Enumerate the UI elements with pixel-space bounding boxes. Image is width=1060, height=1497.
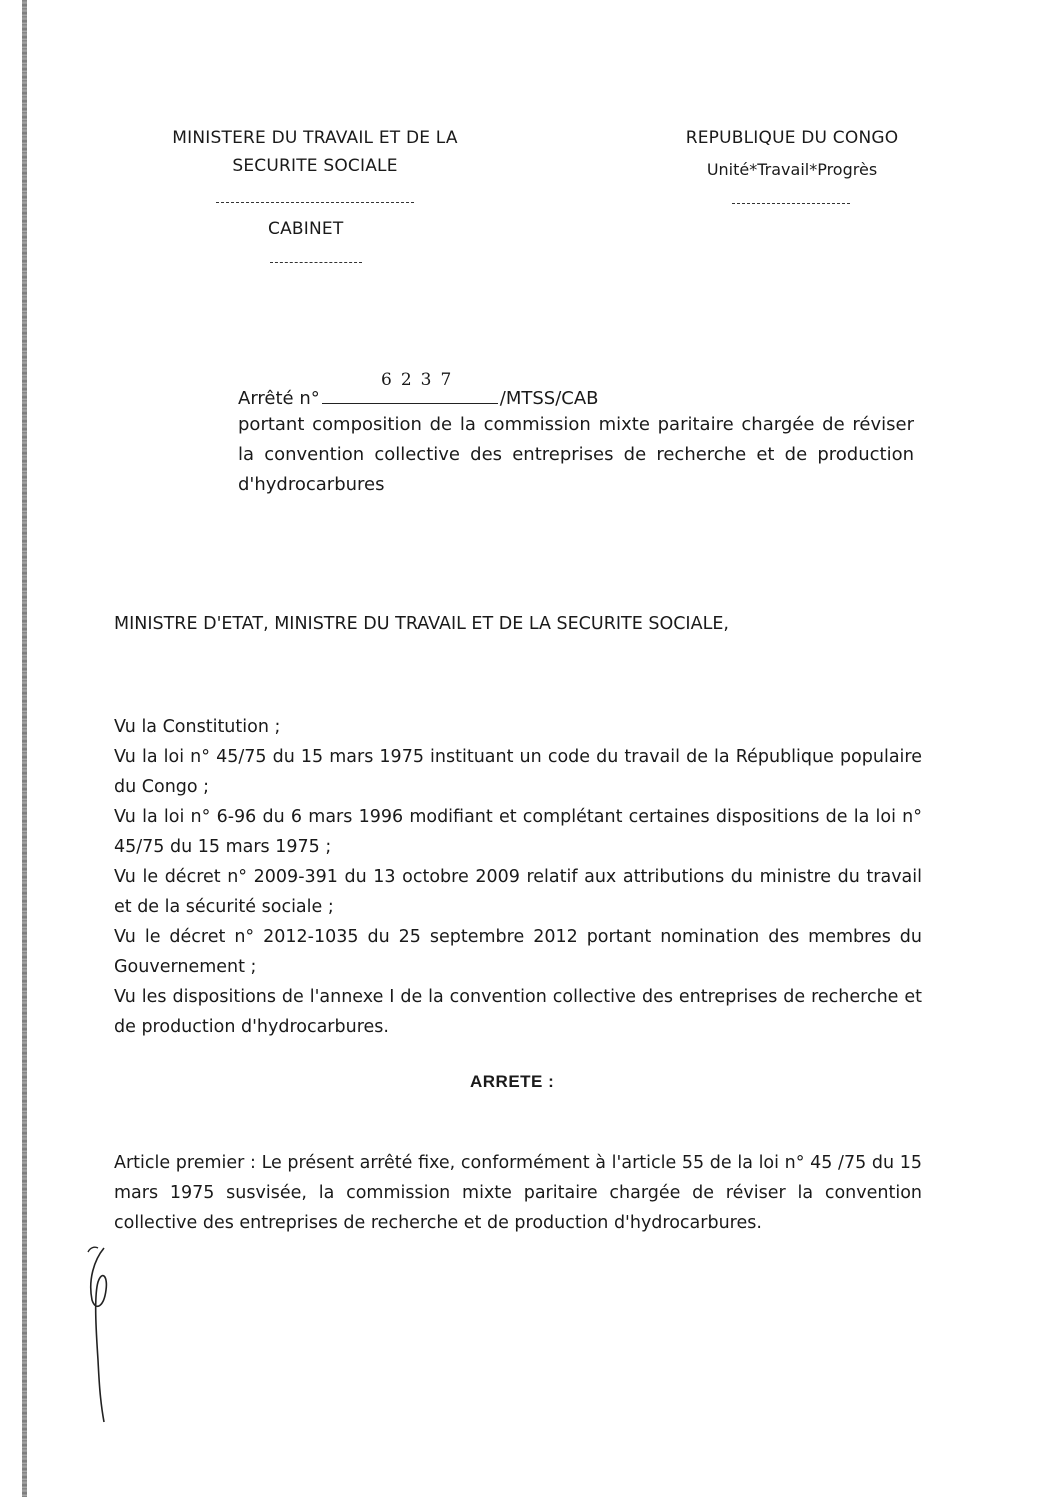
consideration-item: Vu la Constitution ; <box>114 717 281 737</box>
cabinet-label: CABINET <box>268 219 344 239</box>
authority-line: MINISTRE D'ETAT, MINISTRE DU TRAVAIL ET DE LA SECURITE SOCIALE, <box>114 614 729 634</box>
decree-title-line <box>238 385 599 409</box>
scan-edge-artifact <box>22 0 27 1497</box>
decree-number: 6237 <box>381 370 461 390</box>
ministry-line2: SECURITE SOCIALE <box>232 156 398 176</box>
consideration-item: Vu le décret n° 2009-391 du 13 octobre 2009 relatif aux attributions du ministre du travail et de la sécurité sociale ; <box>114 867 922 917</box>
handwritten-initial <box>80 1240 130 1430</box>
considerations-list <box>114 712 922 1042</box>
consideration-item: Vu la loi n° 6-96 du 6 mars 1996 modifiant et complétant certaines dispositions de la loi n° 45/75 du 15 mars 1975 ; <box>114 807 922 857</box>
ministry-divider <box>216 202 414 203</box>
consideration-item: Vu la loi n° 45/75 du 15 mars 1975 instituant un code du travail de la République populaire du Congo ; <box>114 747 922 797</box>
decree-suffix: /MTSS/CAB <box>499 388 599 409</box>
decree-subject: portant composition de la commission mixte paritaire chargée de réviser la convention collective des entreprises de recherche et de production d'hydrocarbures <box>238 414 914 495</box>
arrete-heading: ARRETE : <box>470 1072 555 1091</box>
republic-motto: Unité*Travail*Progrès <box>706 160 878 179</box>
republic-header: REPUBLIQUE DU CONGO <box>685 128 899 148</box>
decree-prefix: Arrêté n° <box>238 388 320 409</box>
cabinet-divider <box>270 262 362 263</box>
consideration-item: Vu le décret n° 2012-1035 du 25 septembre 2012 portant nomination des membres du Gouvernement ; <box>114 927 922 977</box>
article-label: Article premier : <box>114 1153 256 1173</box>
ministry-header <box>120 128 510 176</box>
ministry-line1: MINISTERE DU TRAVAIL ET DE LA <box>172 128 458 148</box>
republic-divider <box>732 203 850 204</box>
decree-number-underline <box>322 385 498 404</box>
consideration-item: Vu les dispositions de l'annexe I de la convention collective des entreprises de recherche et de production d'hydrocarbures. <box>114 987 922 1037</box>
article-text: Le présent arrêté fixe, conformément à l'article 55 de la loi n° 45 /75 du 15 mars 1975 susvisée, la commission mixte paritaire chargée de réviser la convention collective des entreprises de recherche et de production d'hydrocarbures. <box>114 1153 922 1233</box>
article-premier <box>114 1148 922 1238</box>
